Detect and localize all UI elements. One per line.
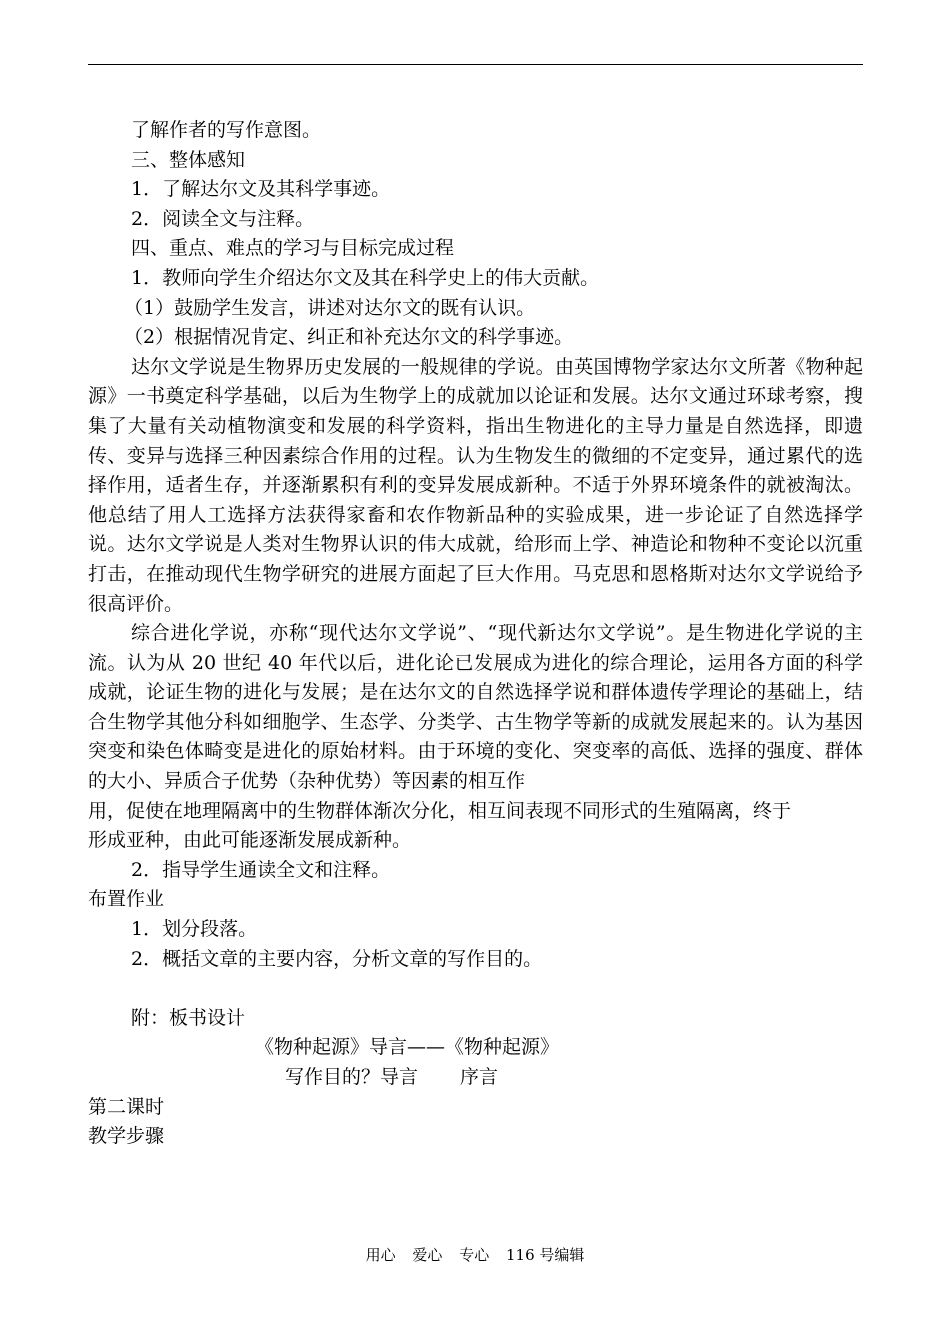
appendix-heading: 附：板书设计: [131, 1006, 246, 1029]
board-item: 序言: [460, 1066, 499, 1088]
paragraph-continued: 形成亚种，由此可能逐渐发展成新种。: [88, 829, 412, 852]
board-design-line: [88, 1063, 863, 1093]
sub-list-item: （1）鼓励学生发言，讲述对达尔文的既有认识。: [124, 296, 536, 319]
header-rule: [88, 64, 863, 65]
document-body: [88, 116, 863, 1152]
paragraph-continued: 用，促使在地理隔离中的生物群体渐次分化，相互间表现不同形式的生殖隔离，终于: [88, 799, 792, 822]
section-heading: 教学步骤: [88, 1125, 165, 1148]
list-item: 1．划分段落。: [131, 918, 258, 941]
section-heading: 第二课时: [88, 1095, 165, 1118]
board-item: 写作目的？导言: [285, 1066, 419, 1088]
spacer: [88, 974, 863, 1004]
footer-text: 爱心: [412, 1246, 443, 1264]
section-heading: 三、整体感知: [131, 148, 246, 171]
list-item: 1．了解达尔文及其科学事迹。: [131, 178, 391, 201]
text-line: 了解作者的写作意图。: [131, 119, 322, 141]
paragraph-synthesis: 综合进化学说，亦称“现代达尔文学说”、“现代新达尔文学说”。是生物进化学说的主流。认为从 20 世纪 40 年代以后，进化论已发展成为进化的综合理论，运用各方面的科学成就，论证生物的进化与发展；是在达尔文的自然选择学说和群体遗传学理论的基础上，结合生物学其他分科如细胞学、生态学、分类学、古生物学等新的成就发展起来的。认为基因突变和染色体畸变是进化的原始材料。由于环境的变化、突变率的高低、选择的强度、群体的大小、异质合子优势（杂种优势）等因素的相互作: [88, 622, 863, 793]
section-heading: 布置作业: [88, 888, 165, 911]
paragraph-darwinism: 达尔文学说是生物界历史发展的一般规律的学说。由英国博物学家达尔文所著《物种起源》一书奠定科学基础，以后为生物学上的成就加以论证和发展。达尔文通过环球考察，搜集了大量有关动植物演变和发展的科学资料，指出生物进化的主导力量是自然选择，即遗传、变异与选择三种因素综合作用的过程。认为生物发生的微细的不定变异，通过累代的选择作用，适者生存，并逐渐累积有利的变异发展成新种。不适于外界环境条件的就被淘汰。他总结了用人工选择方法获得家畜和农作物新品种的实验成果，进一步论证了自然选择学说。达尔文学说是人类对生物界认识的伟大成就，给形而上学、神造论和物种不变论以沉重打击，在推动现代生物学研究的进展方面起了巨大作用。马克思和恩格斯对达尔文学说给予很高评价。: [88, 355, 863, 615]
list-item: 2．指导学生通读全文和注释。: [131, 858, 391, 881]
list-item: 1．教师向学生介绍达尔文及其在科学史上的伟大贡献。: [131, 266, 600, 289]
page-footer: [0, 1244, 950, 1265]
footer-text: 专心: [459, 1246, 490, 1264]
footer-text: 用心: [365, 1246, 396, 1264]
list-item: 2．概括文章的主要内容，分析文章的写作目的。: [131, 947, 543, 970]
board-design-line: 《物种起源》导言——《物种起源》: [255, 1036, 560, 1059]
footer-text: 116 号编辑: [505, 1246, 585, 1264]
sub-list-item: （2）根据情况肯定、纠正和补充达尔文的科学事迹。: [124, 326, 574, 349]
section-heading: 四、重点、难点的学习与目标完成过程: [131, 237, 455, 260]
list-item: 2．阅读全文与注释。: [131, 207, 315, 230]
